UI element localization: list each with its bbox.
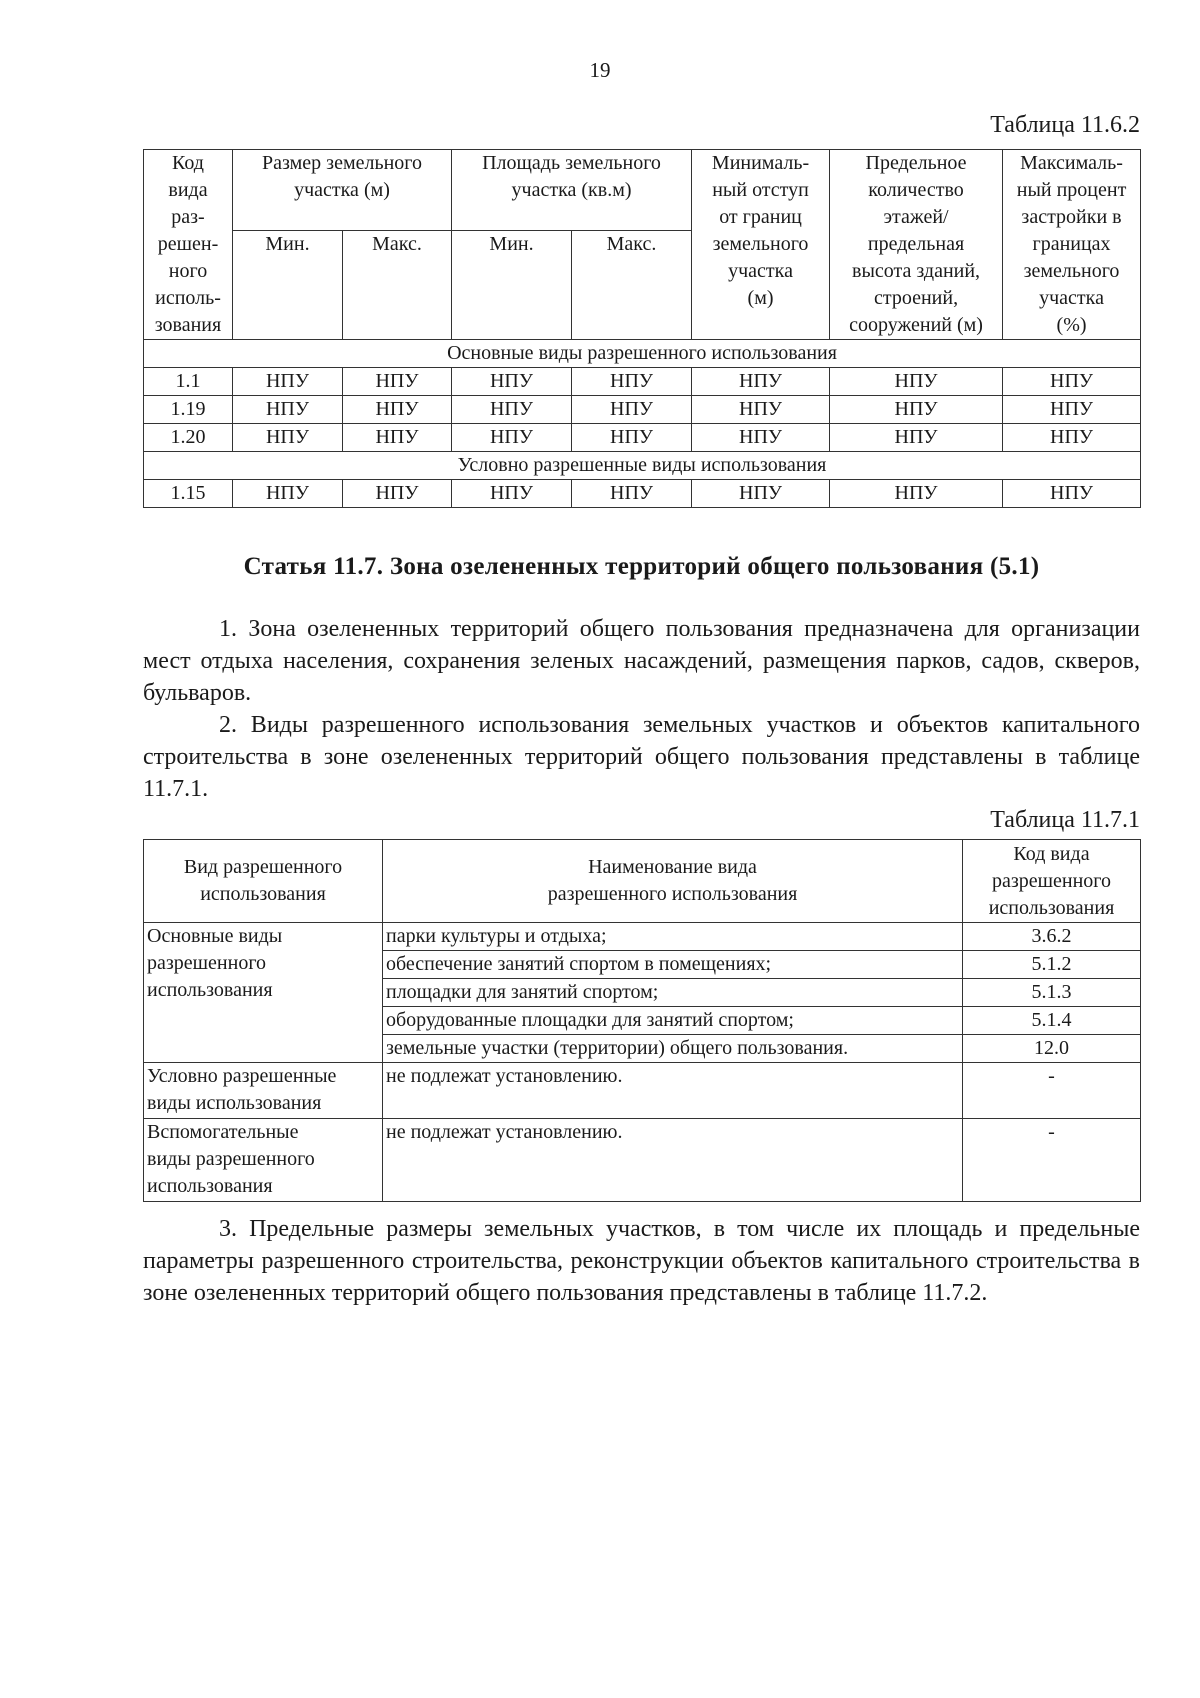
header-area: Площадь земельного участка (кв.м) — [452, 150, 692, 231]
auxiliary-name: не подлежат установлению. — [383, 1119, 963, 1202]
cell-code: 1.20 — [144, 424, 233, 452]
cell: НПУ — [1003, 396, 1141, 424]
article-title: Статья 11.7. Зона озелененных территорий общего пользования (5.1) — [243, 553, 1040, 580]
cell: НПУ — [452, 424, 572, 452]
table-11-7-1-caption: Таблица 11.7.1 — [990, 807, 1140, 833]
conditional-code: - — [963, 1063, 1141, 1119]
cell: НПУ — [452, 368, 572, 396]
cell: НПУ — [233, 424, 343, 452]
table-11-6-2-caption: Таблица 11.6.2 — [990, 112, 1140, 138]
main-label: Основные виды разрешенного использования — [144, 923, 383, 1063]
cell-code: 1.19 — [144, 396, 233, 424]
header-area-min: Мин. — [452, 230, 572, 339]
table-row — [144, 368, 1141, 396]
header-type: Вид разрешенного использования — [144, 840, 383, 923]
header-percent: Максималь- ный процент застройки в границах земельного участка (%) — [1003, 150, 1141, 340]
main-row-code: 3.6.2 — [963, 923, 1141, 951]
cell: НПУ — [692, 396, 830, 424]
cell-code: 1.1 — [144, 368, 233, 396]
header-code: Код вида разрешенного использования — [963, 840, 1141, 923]
cell: НПУ — [1003, 368, 1141, 396]
cell: НПУ — [692, 480, 830, 508]
cell: НПУ — [343, 424, 452, 452]
header-setback: Минималь- ный отступ от границ земельного участка (м) — [692, 150, 830, 340]
cell: НПУ — [830, 396, 1003, 424]
cell: НПУ — [830, 368, 1003, 396]
cell: НПУ — [343, 368, 452, 396]
main-row-name: площадки для занятий спортом; — [383, 979, 963, 1007]
conditional-name: не подлежат установлению. — [383, 1063, 963, 1119]
table-11-6-2 — [143, 149, 1141, 508]
table-row — [144, 480, 1141, 508]
main-row-code: 5.1.3 — [963, 979, 1141, 1007]
cell: НПУ — [233, 368, 343, 396]
cell: НПУ — [572, 368, 692, 396]
paragraph-1: 1. Зона озелененных территорий общего пользования предназначена для организации мест отдыха населения, сохранения зеленых насаждений, размещения парков, садов, скверов, бульваров. — [143, 616, 1140, 706]
cell: НПУ — [452, 480, 572, 508]
header-size-max: Макс. — [343, 230, 452, 339]
header-area-max: Макс. — [572, 230, 692, 339]
cell: НПУ — [572, 396, 692, 424]
paragraph-2: 2. Виды разрешенного использования земельных участков и объектов капитального строительства в зоне озелененных территорий общего пользования представлены в таблице 11.7.1. — [143, 712, 1140, 802]
header-floors: Предельное количество этажей/ предельная высота зданий, строений, сооружений (м) — [830, 150, 1003, 340]
main-row-name: оборудованные площадки для занятий спортом; — [383, 1007, 963, 1035]
main-row-name: обеспечение занятий спортом в помещениях; — [383, 951, 963, 979]
table-row — [144, 396, 1141, 424]
cell: НПУ — [572, 480, 692, 508]
cell: НПУ — [343, 396, 452, 424]
table-row — [144, 424, 1141, 452]
cell-code: 1.15 — [144, 480, 233, 508]
cell: НПУ — [1003, 480, 1141, 508]
header-code: Код вида раз- решен- ного исполь- зования — [144, 150, 233, 340]
cell: НПУ — [692, 368, 830, 396]
main-row-name: земельные участки (территории) общего пользования. — [383, 1035, 963, 1063]
section-main: Основные виды разрешенного использования — [144, 340, 1141, 368]
cell: НПУ — [830, 480, 1003, 508]
cell: НПУ — [830, 424, 1003, 452]
cell: НПУ — [1003, 424, 1141, 452]
conditional-label: Условно разрешенные виды использования — [144, 1063, 383, 1119]
cell: НПУ — [343, 480, 452, 508]
cell: НПУ — [452, 396, 572, 424]
page-number: 19 — [589, 58, 611, 82]
header-size: Размер земельного участка (м) — [233, 150, 452, 231]
header-size-min: Мин. — [233, 230, 343, 339]
cell: НПУ — [233, 396, 343, 424]
paragraph-3: 3. Предельные размеры земельных участков, в том числе их площадь и предельные параметры разрешенного строительства, реконструкции объектов капитального строительства в зоне озелененных территорий общего пользования представлены в таблице 11.7.2. — [143, 1216, 1140, 1306]
auxiliary-code: - — [963, 1119, 1141, 1202]
section-conditional: Условно разрешенные виды использования — [144, 452, 1141, 480]
cell: НПУ — [572, 424, 692, 452]
cell: НПУ — [233, 480, 343, 508]
main-row-code: 5.1.4 — [963, 1007, 1141, 1035]
main-row-name: парки культуры и отдыха; — [383, 923, 963, 951]
header-name: Наименование вида разрешенного использования — [383, 840, 963, 923]
main-row-code: 12.0 — [963, 1035, 1141, 1063]
main-row-code: 5.1.2 — [963, 951, 1141, 979]
auxiliary-label: Вспомогательные виды разрешенного использования — [144, 1119, 383, 1202]
cell: НПУ — [692, 424, 830, 452]
table-11-7-1 — [143, 839, 1141, 1202]
